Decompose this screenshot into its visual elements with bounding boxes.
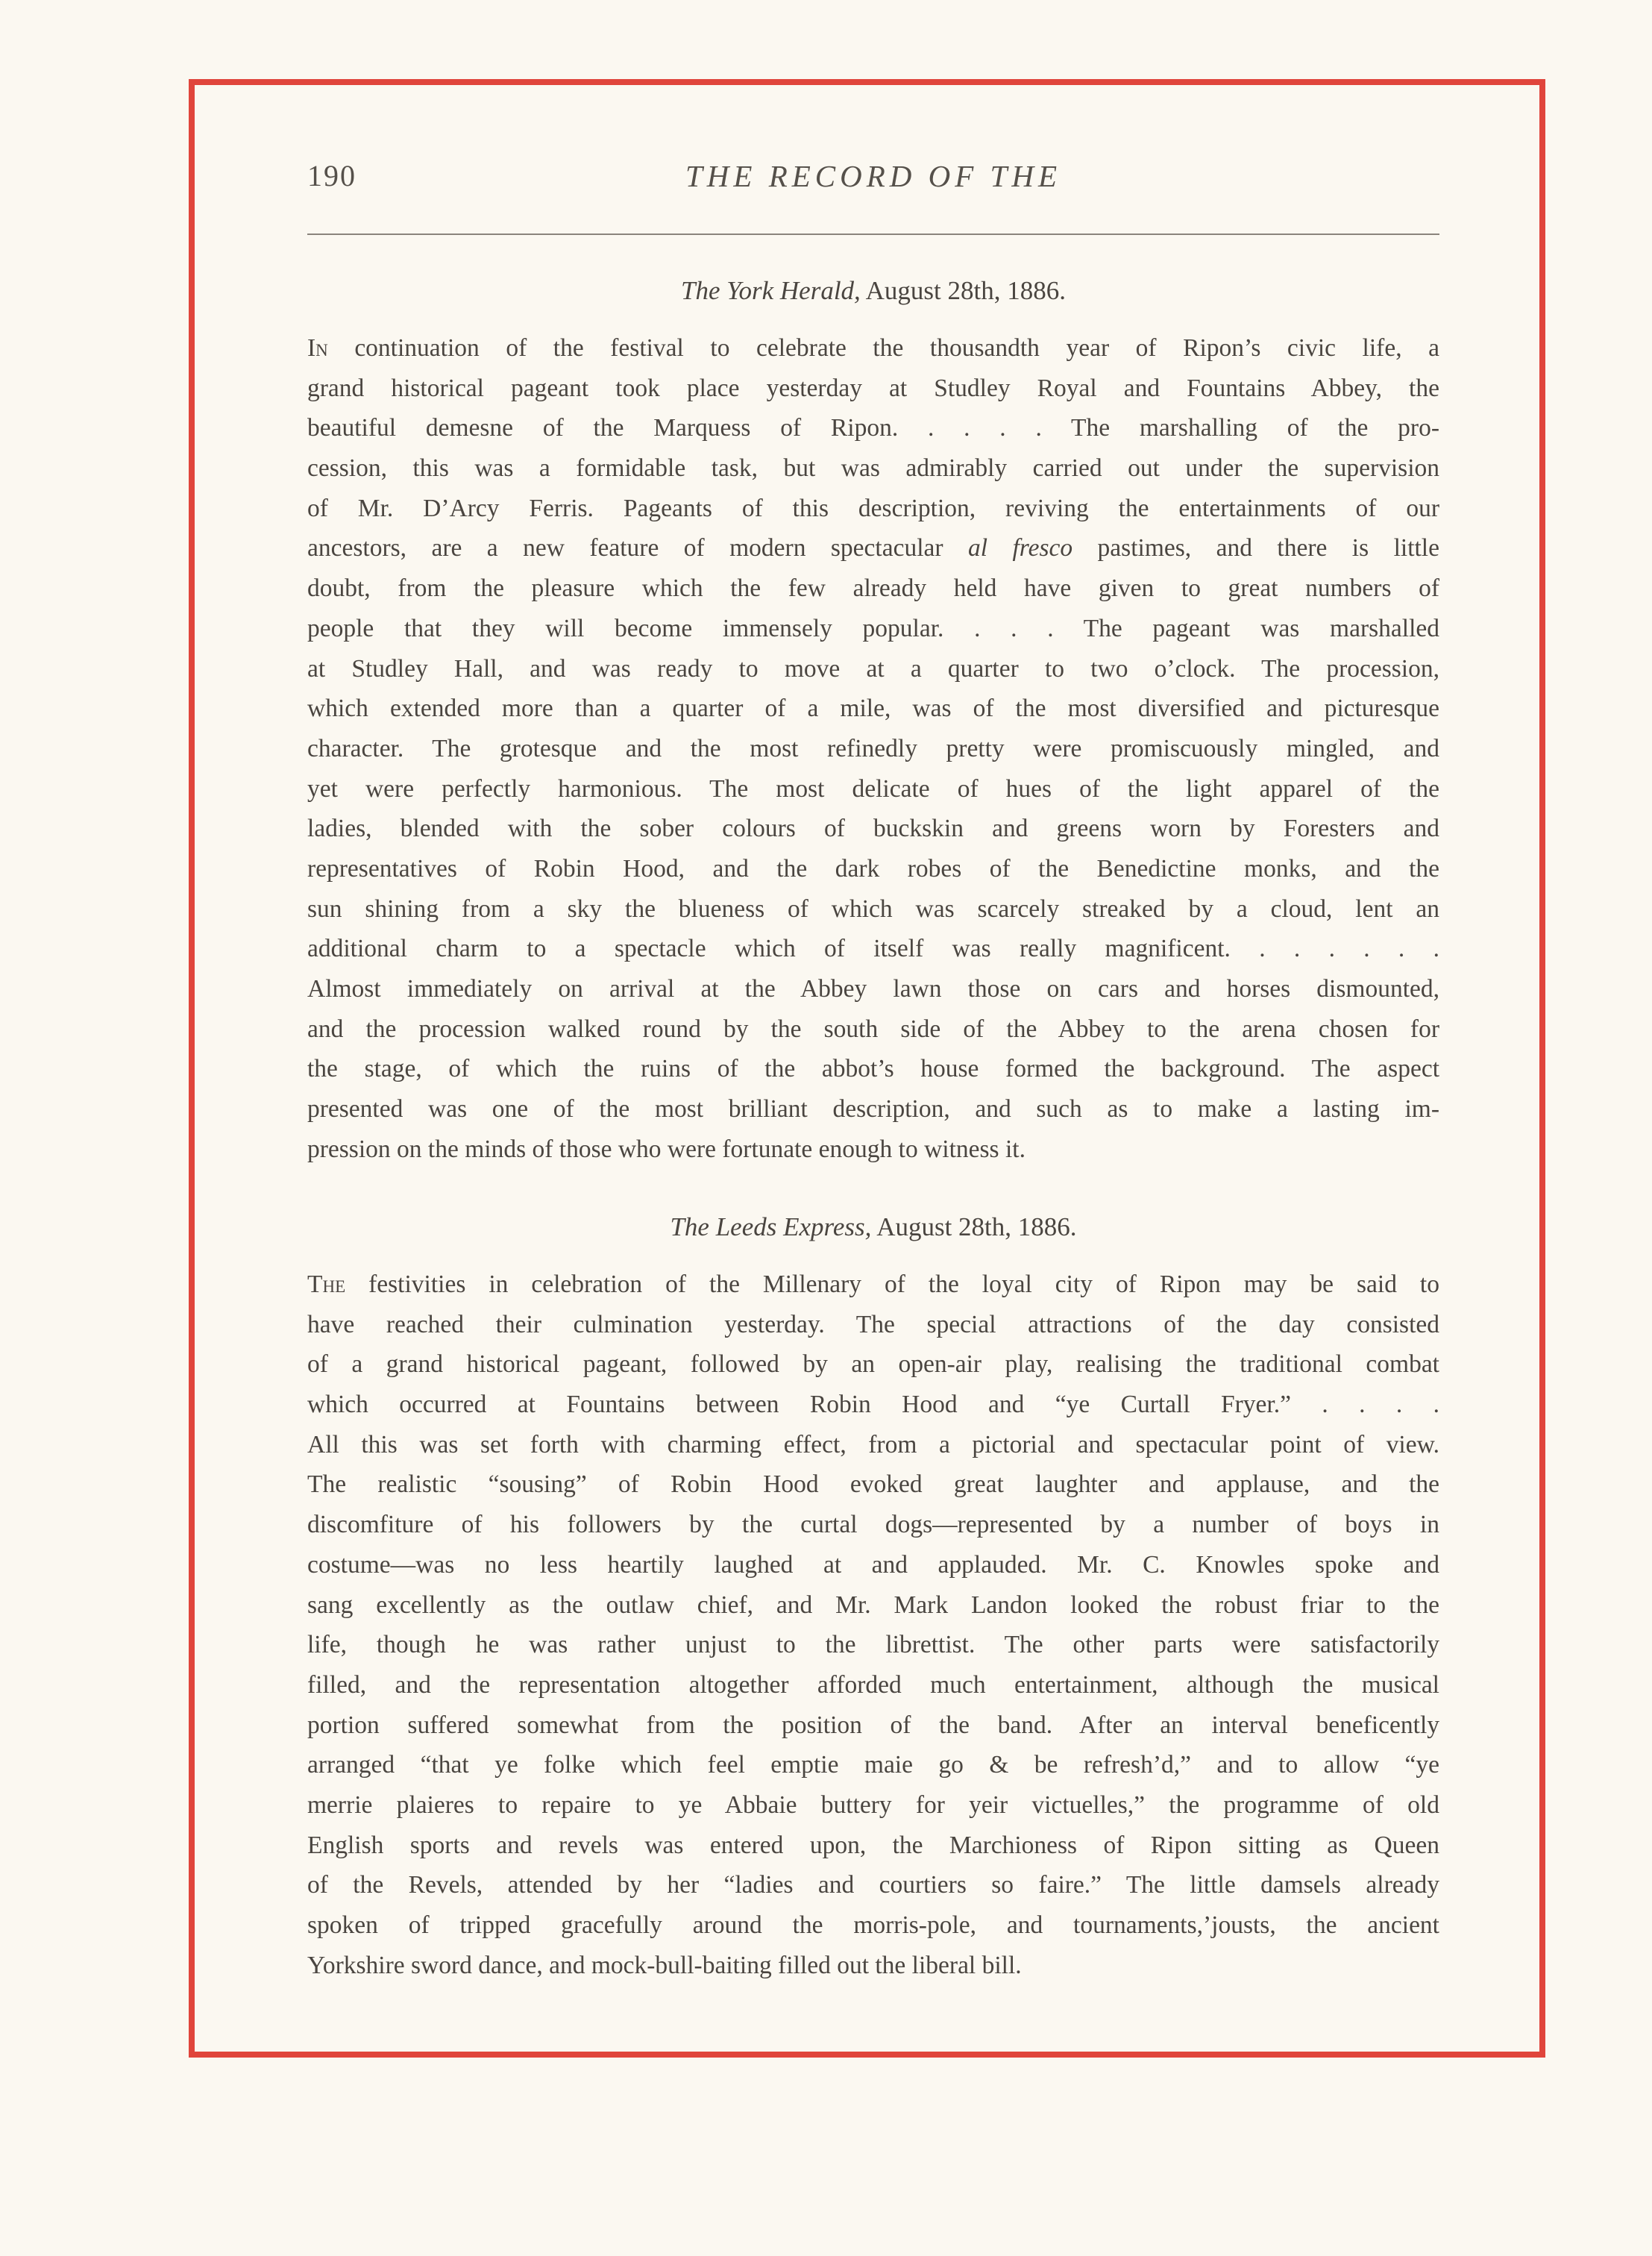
text-line: additional charm to a spectacle which of itself was really magnificent. . . . . . . bbox=[307, 935, 1439, 963]
text-line: sang excellently as the outlaw chief, and Mr. Mark Landon looked the robust friar to the bbox=[307, 1591, 1439, 1619]
text-line: doubt, from the pleasure which the few already held have given to great numbers of bbox=[307, 574, 1439, 603]
text-line: of Mr. D’Arcy Ferris. Pageants of this description, reviving the entertainments of our bbox=[307, 494, 1439, 522]
text-line: pression on the minds of those who were fortunate enough to witness it. bbox=[307, 1135, 1026, 1163]
text-line: of a grand historical pageant, followed by an open-air play, realising the traditional combat bbox=[307, 1350, 1439, 1379]
text-line: character. The grotesque and the most refinedly pretty were promiscuously mingled, and bbox=[307, 734, 1439, 762]
text-line: All this was set forth with charming effect, from a pictorial and spectacular point of view. bbox=[307, 1430, 1439, 1458]
text-line: spoken of tripped gracefully around the morris-pole, and tournaments,’jousts, the ancient bbox=[307, 1911, 1439, 1939]
text-line: ancestors, are a new feature of modern spectacular al fresco pastimes, and there is little bbox=[307, 534, 1439, 563]
publication-name: The York Herald, bbox=[680, 276, 861, 305]
text-line: presented was one of the most brilliant description, and such as to make a lasting im- bbox=[307, 1095, 1439, 1124]
publication-date: August 28th, 1886. bbox=[865, 276, 1066, 305]
article-body bbox=[307, 328, 1439, 1169]
text-line: representatives of Robin Hood, and the dark robes of the Benedictine monks, and the bbox=[307, 854, 1439, 883]
source-heading bbox=[307, 275, 1439, 307]
page-number: 190 bbox=[307, 159, 357, 192]
text-line: the stage, of which the ruins of the abbot’s house formed the background. The aspect bbox=[307, 1055, 1439, 1083]
text-line: cession, this was a formidable task, but was admirably carried out under the supervision bbox=[307, 454, 1439, 483]
text-line: merrie plaieres to repaire to ye Abbaie buttery for yeir victuelles,” the programme of old bbox=[307, 1790, 1439, 1819]
text-line: In continuation of the festival to celebrate the thousandth year of Ripon’s civic life, a bbox=[307, 334, 1439, 362]
lead-word: In bbox=[307, 334, 328, 362]
article-york-herald bbox=[307, 275, 1439, 1169]
text-line: beautiful demesne of the Marquess of Ripon. . . . . The marshalling of the pro- bbox=[307, 414, 1439, 442]
header-rule bbox=[307, 234, 1439, 235]
text-line: and the procession walked round by the south side of the Abbey to the arena chosen for bbox=[307, 1015, 1439, 1043]
text-line: discomfiture of his followers by the curtal dogs—represented by a number of boys in bbox=[307, 1511, 1439, 1539]
text-line: portion suffered somewhat from the position of the band. After an interval beneficently bbox=[307, 1711, 1439, 1739]
text-line: sun shining from a sky the blueness of which was scarcely streaked by a cloud, lent an bbox=[307, 894, 1439, 923]
italic-phrase: al fresco bbox=[967, 534, 1073, 563]
running-title: THE RECORD OF THE bbox=[685, 159, 1061, 193]
text-line: English sports and revels was entered upon, the Marchioness of Ripon sitting as Queen bbox=[307, 1831, 1439, 1859]
text-line: ladies, blended with the sober colours of buckskin and greens worn by Foresters and bbox=[307, 815, 1439, 843]
text-line: The realistic “sousing” of Robin Hood evoked great laughter and applause, and the bbox=[307, 1470, 1439, 1499]
text-line: costume—was no less heartily laughed at and applauded. Mr. C. Knowles spoke and bbox=[307, 1550, 1439, 1579]
text-line: which occurred at Fountains between Robin Hood and “ye Curtall Fryer.” . . . . bbox=[307, 1391, 1439, 1419]
text-line: Yorkshire sword dance, and mock-bull-baiting filled out the liberal bill. bbox=[307, 1951, 1022, 1979]
page-header bbox=[307, 158, 1439, 203]
text-line: The festivities in celebration of the Millenary of the loyal city of Ripon may be said to bbox=[307, 1270, 1439, 1298]
article-leeds-express bbox=[307, 1211, 1439, 1985]
publication-date: August 28th, 1886. bbox=[876, 1212, 1077, 1241]
text-line: yet were perfectly harmonious. The most delicate of hues of the light apparel of the bbox=[307, 774, 1439, 803]
article-body bbox=[307, 1265, 1439, 1985]
source-heading bbox=[307, 1211, 1439, 1244]
text-line: people that they will become immensely popular. . . . The pageant was marshalled bbox=[307, 614, 1439, 642]
text-line: of the Revels, attended by her “ladies and courtiers so faire.” The little damsels already bbox=[307, 1871, 1439, 1899]
text-line: have reached their culmination yesterday. The special attractions of the day consisted bbox=[307, 1310, 1439, 1338]
text-line: at Studley Hall, and was ready to move at a quarter to two o’clock. The procession, bbox=[307, 654, 1439, 683]
text-line: grand historical pageant took place yesterday at Studley Royal and Fountains Abbey, the bbox=[307, 374, 1439, 402]
text-line: Almost immediately on arrival at the Abbey lawn those on cars and horses dismounted, bbox=[307, 975, 1439, 1003]
text-line: which extended more than a quarter of a mile, was of the most diversified and picturesque bbox=[307, 695, 1439, 723]
publication-name: The Leeds Express, bbox=[670, 1212, 872, 1241]
text-line: filled, and the representation altogether afforded much entertainment, although the musical bbox=[307, 1670, 1439, 1699]
lead-word: The bbox=[307, 1270, 346, 1298]
text-line: life, though he was rather unjust to the librettist. The other parts were satisfactorily bbox=[307, 1631, 1439, 1659]
text-line: arranged “that ye folke which feel emptie maie go & be refresh’d,” and to allow “ye bbox=[307, 1751, 1439, 1779]
